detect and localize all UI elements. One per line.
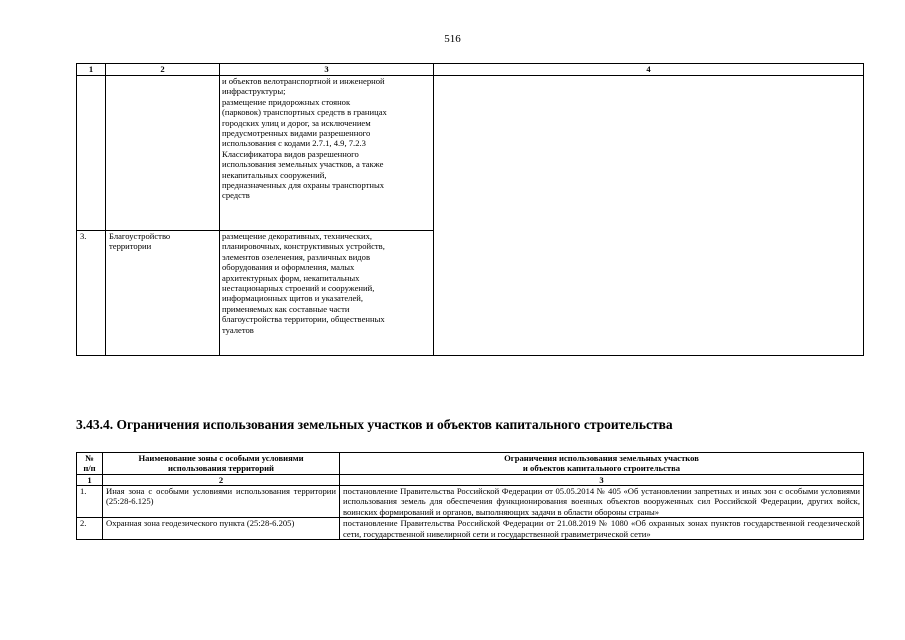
page-number: 516 bbox=[444, 33, 461, 45]
header-cell: 3 bbox=[340, 475, 864, 486]
parameters-cell bbox=[434, 76, 864, 356]
header-cell: 1 bbox=[77, 475, 103, 486]
restrictions-table bbox=[76, 452, 864, 540]
use-type-description: размещение декоративных, технических, планировочных, конструктивных устройств, элементов озеленения, различных видов оборудования и оформления, малых архитектурных форм, некапитальных нестационарных строений и сооружений, информационных щитов и указателей, применяемых как составные части благоустройства территории, общественных туалетов bbox=[220, 231, 434, 356]
table-row bbox=[77, 76, 864, 231]
header-cell: № п/п bbox=[77, 453, 103, 475]
table-header-row bbox=[77, 453, 864, 475]
header-cell: 4 bbox=[434, 64, 864, 76]
header-cell: 2 bbox=[106, 64, 220, 76]
restriction-text: постановление Правительства Российской Федерации от 21.08.2019 № 1080 «Об охранных зонах пунктов государственной геодезической сети, государственной нивелирной сети и государственной гравиметрической сети» bbox=[340, 518, 864, 540]
table-row bbox=[77, 518, 864, 540]
row-number: 2. bbox=[77, 518, 103, 540]
header-cell: 1 bbox=[77, 64, 106, 76]
zone-name: Иная зона с особыми условиями использования территории (25:28-6.125) bbox=[103, 486, 340, 518]
header-cell: Наименование зоны с особыми условиями использования территорий bbox=[103, 453, 340, 475]
row-number bbox=[77, 76, 106, 231]
table-subheader-row bbox=[77, 475, 864, 486]
section-title: 3.43.4. Ограничения использования земельных участков и объектов капитального строительства bbox=[76, 417, 673, 432]
zone-name: Охранная зона геодезического пункта (25:28-6.205) bbox=[103, 518, 340, 540]
header-cell: Ограничения использования земельных участков и объектов капитального строительства bbox=[340, 453, 864, 475]
land-use-table bbox=[76, 63, 864, 356]
use-type-description: и объектов велотранспортной и инженерной инфраструктуры; размещение придорожных стоянок (парковок) транспортных средств в границах городских улиц и дорог, за исключением предусмотренных видами разрешенного использования с кодами 2.7.1, 4.9, 7.2.3 Классификатора видов разрешенного использования земельных участков, а также некапитальных сооружений, предназначенных для охраны транспортных средств bbox=[220, 76, 434, 231]
table-row bbox=[77, 486, 864, 518]
use-type-name: Благоустройство территории bbox=[106, 231, 220, 356]
table-header-row bbox=[77, 64, 864, 76]
restriction-text: постановление Правительства Российской Федерации от 05.05.2014 № 405 «Об установлении запретных и иных зон с особыми условиями использования земель для обеспечения функционирования военных объектов вооруженных сил Российской Федерации, других войск, воинских формирований и органов, выполняющих задачи в области обороны страны» bbox=[340, 486, 864, 518]
row-number: 3. bbox=[77, 231, 106, 356]
use-type-name bbox=[106, 76, 220, 231]
header-cell: 2 bbox=[103, 475, 340, 486]
row-number: 1. bbox=[77, 486, 103, 518]
header-cell: 3 bbox=[220, 64, 434, 76]
